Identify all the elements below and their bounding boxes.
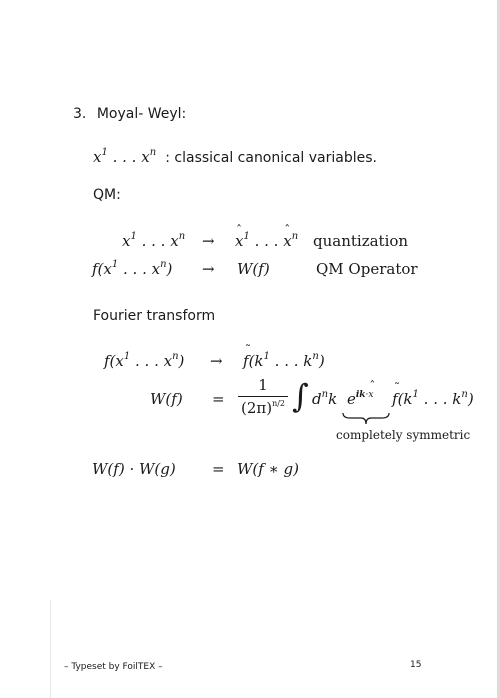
scan-mark: [50, 600, 51, 698]
section-heading: [73, 106, 186, 122]
qm-heading: QM:: [93, 187, 121, 203]
section-number: 3.: [73, 106, 87, 122]
integral-sign: ∫: [292, 377, 309, 415]
quant-row2-arrow: →: [202, 260, 215, 278]
section-title: Moyal- Weyl:: [96, 106, 187, 122]
weyl-fraction-numerator: 1: [258, 376, 268, 394]
product-lhs: W(f) · W(g): [92, 460, 176, 478]
fourier-row1-rhs: ˜ $f(k^1$ . . . $k^n$): [243, 352, 325, 370]
fourier-heading: Fourier transform: [93, 308, 216, 324]
footer-page-number: 15: [410, 660, 422, 670]
weyl-exponential: $e^{ik\cdot x}$: [347, 390, 374, 408]
quant-row2-rhs: W(f): [237, 260, 270, 278]
underbrace-note: completely symmetric: [336, 428, 471, 442]
quant-row1-arrow: →: [202, 232, 215, 250]
classical-text: : classical canonical variables.: [165, 150, 377, 166]
quant-row2-lhs: $f(x^1$ . . . $x^n$): [92, 259, 173, 278]
footer-typeset: – Typeset by FoilTEX –: [64, 662, 163, 672]
underbrace: [342, 412, 390, 426]
quant-row1-lhs: $x^1$ . . . $x^n$: [122, 231, 186, 250]
fourier-row1-arrow: →: [210, 352, 223, 370]
weyl-fraction: [238, 376, 288, 417]
quant-row1-rhs: ˆ $x^1$ . . . ˆ $x^n$: [235, 232, 298, 250]
quant-row2-label: QM Operator: [316, 260, 418, 278]
product-rhs: W(f ∗ g): [237, 460, 300, 478]
classical-vars: $x^1$ . . . $x^n$: [93, 147, 157, 166]
weyl-tail: ˜ $f(k^1$ . . . $k^n$): [392, 390, 474, 408]
weyl-equals: =: [212, 390, 225, 408]
fourier-row1-lhs: $f(x^1$ . . . $x^n$): [104, 351, 185, 370]
classical-line: [93, 147, 377, 166]
quant-row1-label: quantization: [313, 232, 409, 250]
weyl-fraction-denominator: $(2\pi)^{n/2}$: [240, 399, 286, 417]
weyl-lhs: W(f): [150, 390, 183, 408]
weyl-measure: $d^nk$: [312, 389, 338, 408]
product-equals: =: [212, 460, 225, 478]
weyl-fraction-bar: [238, 396, 288, 397]
